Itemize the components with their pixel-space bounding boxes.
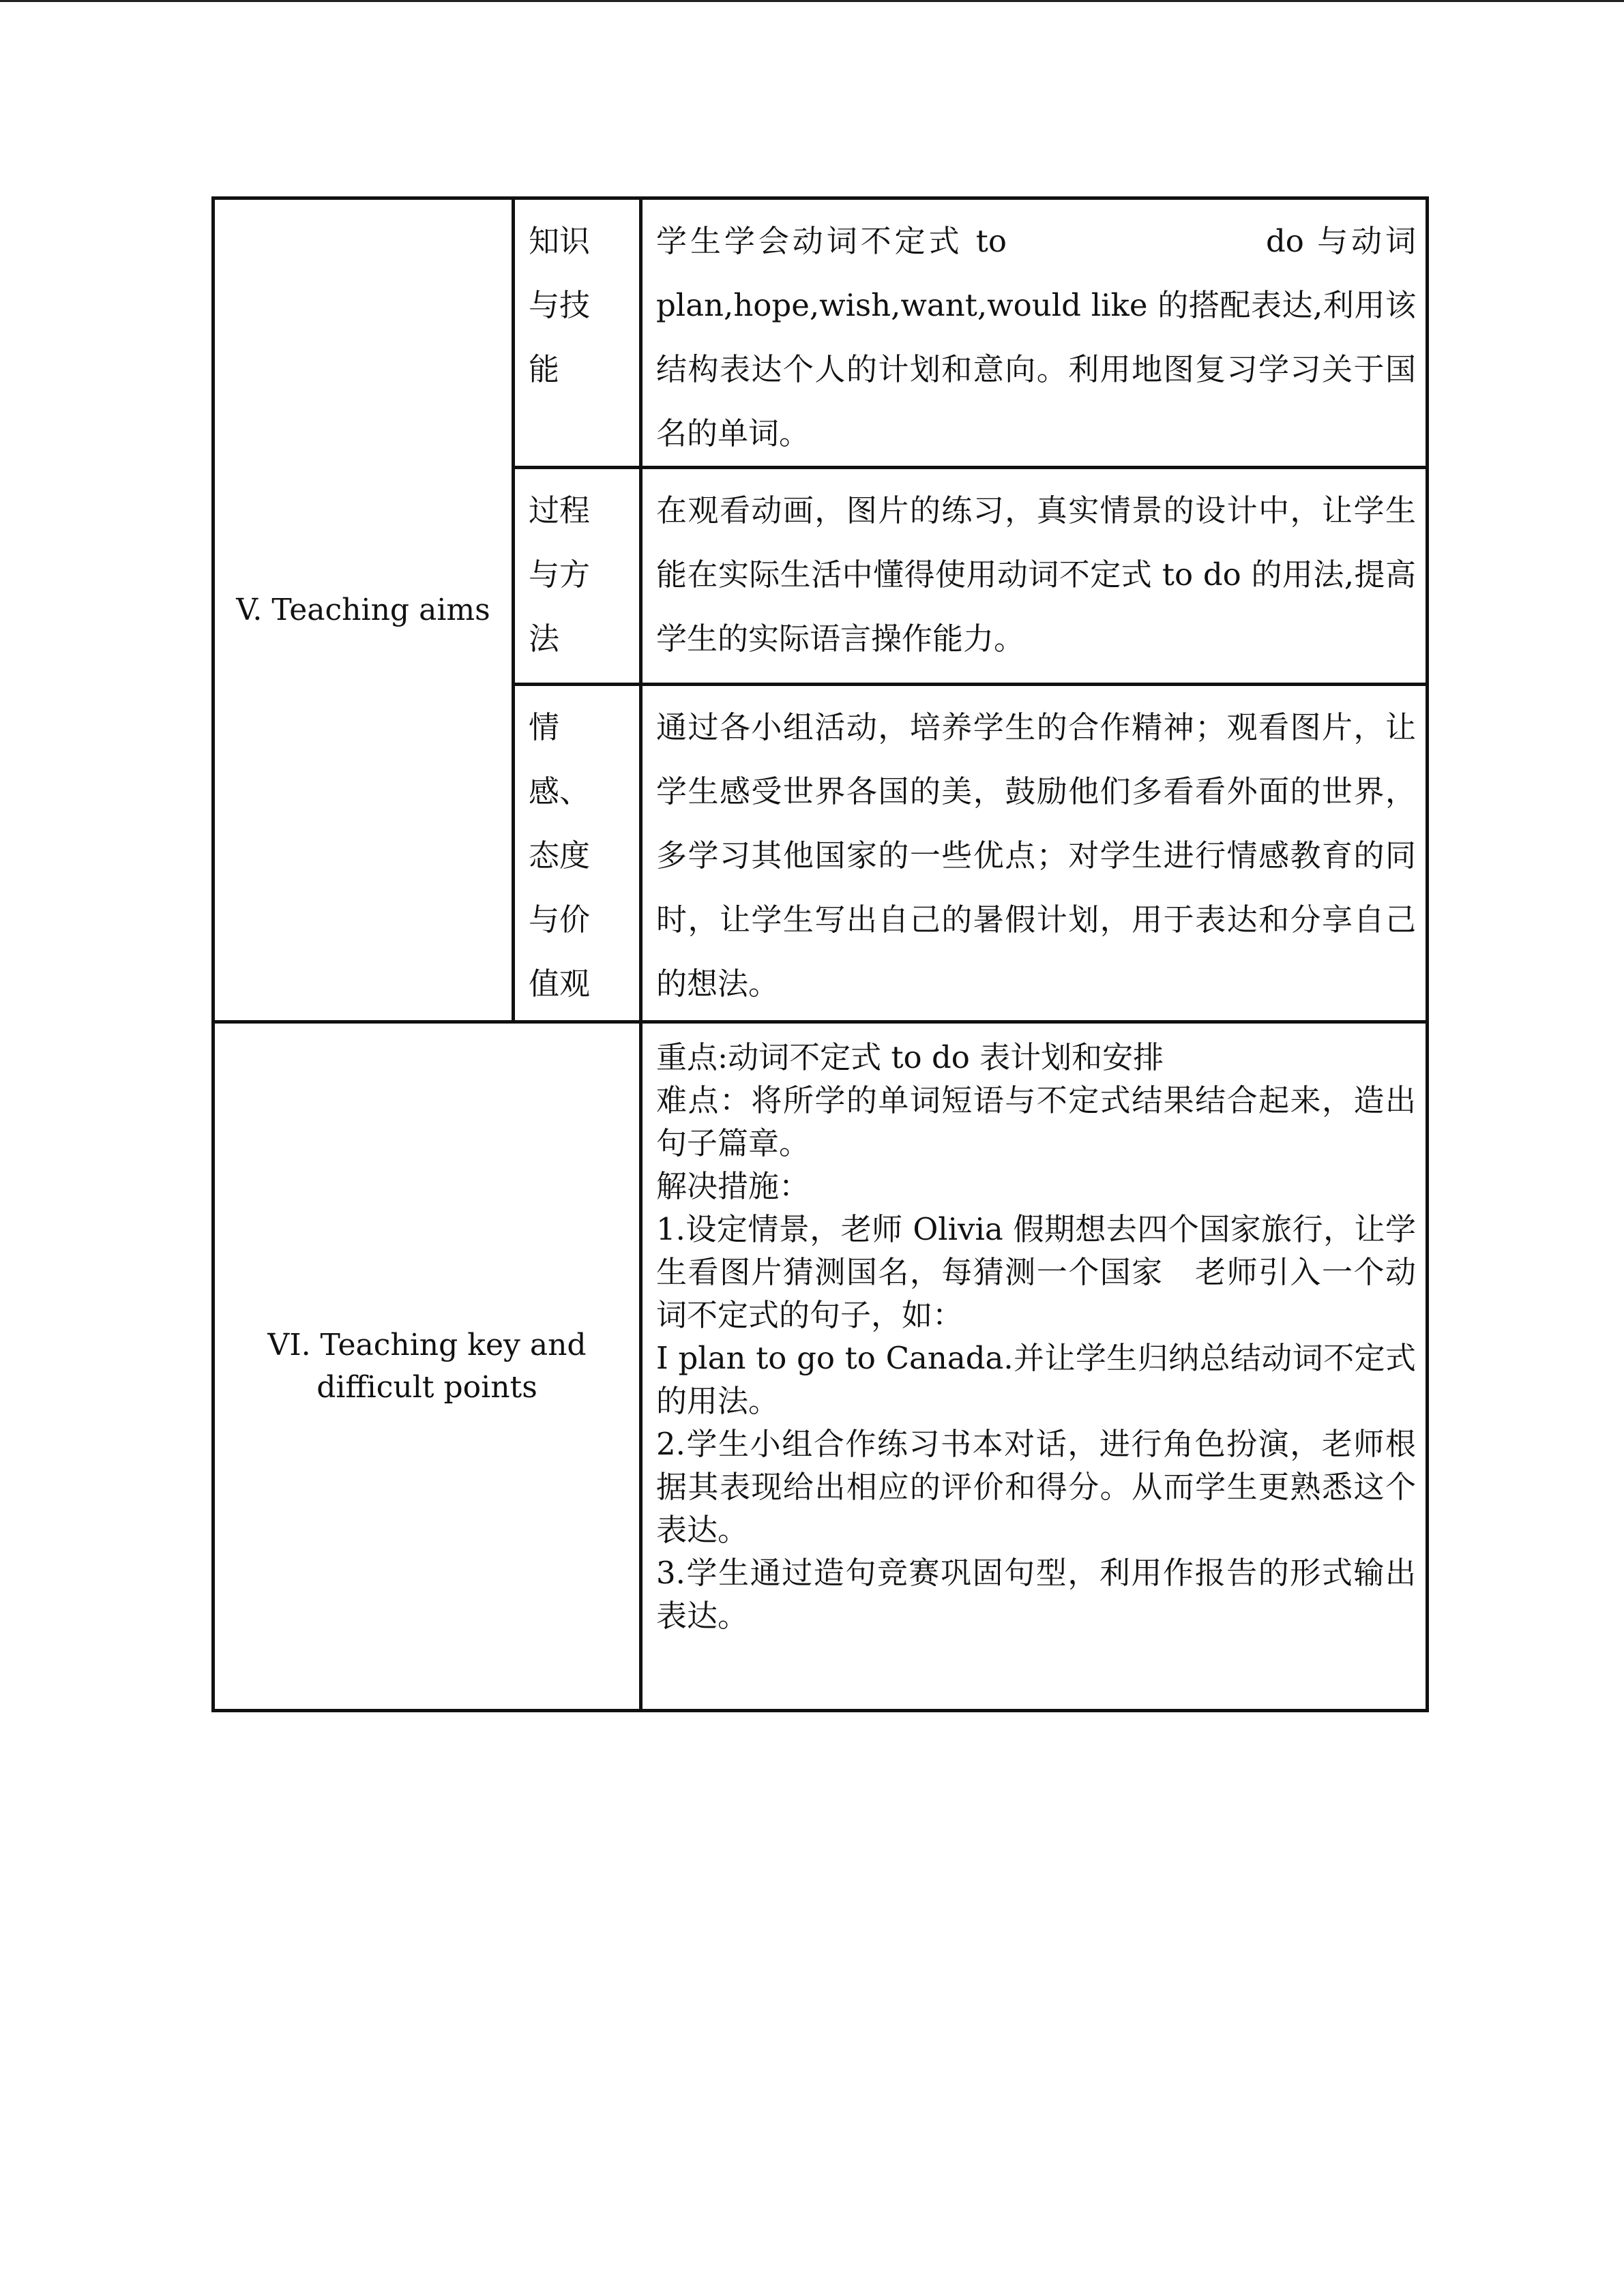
solution-step-line: 3.学生通过造句竞赛巩固句型，利用作报告的形式输出表达。 [656, 1555, 1416, 1634]
key-points-content [641, 1022, 1428, 1711]
knowledge-label [514, 198, 641, 468]
teaching-aims-heading [213, 198, 514, 1022]
process-label [514, 468, 641, 685]
emotion-label-line: 值观 [529, 966, 591, 1002]
emotion-content [641, 685, 1428, 1022]
solution-example-line: I plan to go to Canada.并让学生归纳总结动词不定式的用法。 [656, 1340, 1416, 1419]
solution-heading-line: 解决措施： [656, 1168, 810, 1204]
emotion-label-line: 情 [529, 709, 560, 745]
knowledge-text-part1: 学生学会动词不定式 to [656, 223, 1007, 259]
page-top-border [0, 0, 1624, 2]
key-point-line: 重点:动词不定式 to do 表计划和安排 [656, 1039, 1164, 1075]
knowledge-label-line: 能 [529, 351, 560, 387]
emotion-label-line: 与价 [529, 901, 591, 938]
knowledge-label-line: 知识 [529, 223, 591, 259]
process-content [641, 468, 1428, 685]
process-label-line: 与方 [529, 556, 591, 593]
difficult-point-line: 难点：将所学的单词短语与不定式结果结合起来，造出句子篇章。 [656, 1082, 1416, 1161]
lesson-plan-table [211, 196, 1429, 1712]
emotion-text: 通过各小组活动，培养学生的合作精神；观看图片，让学生感受世界各国的美，鼓励他们多看看外面的世界，多学习其他国家的一些优点；对学生进行情感教育的同时，让学生写出自己的暑假计划，用于表达和分享自己的想法。 [656, 709, 1416, 1002]
knowledge-text-part2: do 与动词 plan,hope,wish,want,would like 的搭配表达,利用该结构表达个人的计划和意向。利用地图复习学习关于国名的单词。 [656, 223, 1416, 451]
solution-step-line: 1.设定情景，老师 Olivia 假期想去四个国家旅行，让学生看图片猜测国名，每猜测一个国家 老师引入一个动词不定式的句子，如： [656, 1211, 1416, 1333]
key-points-row [213, 1022, 1428, 1711]
knowledge-label-line: 与技 [529, 287, 591, 323]
emotion-label-line: 感、 [529, 773, 591, 809]
solution-step-line: 2.学生小组合作练习书本对话，进行角色扮演，老师根据其表现给出相应的评价和得分。从而学生更熟悉这个表达。 [656, 1426, 1416, 1548]
emotion-label-line: 态度 [529, 837, 591, 874]
process-label-line: 过程 [529, 492, 591, 528]
key-points-heading [213, 1022, 641, 1711]
key-points-title: VI. Teaching key and difficult points [267, 1327, 587, 1405]
emotion-label [514, 685, 641, 1022]
teaching-aims-title: V. Teaching aims [236, 592, 490, 627]
knowledge-row [213, 198, 1428, 468]
process-text: 在观看动画，图片的练习，真实情景的设计中，让学生能在实际生活中懂得使用动词不定式 to do 的用法,提高学生的实际语言操作能力。 [656, 492, 1416, 657]
process-label-line: 法 [529, 621, 560, 657]
knowledge-content [641, 198, 1428, 468]
